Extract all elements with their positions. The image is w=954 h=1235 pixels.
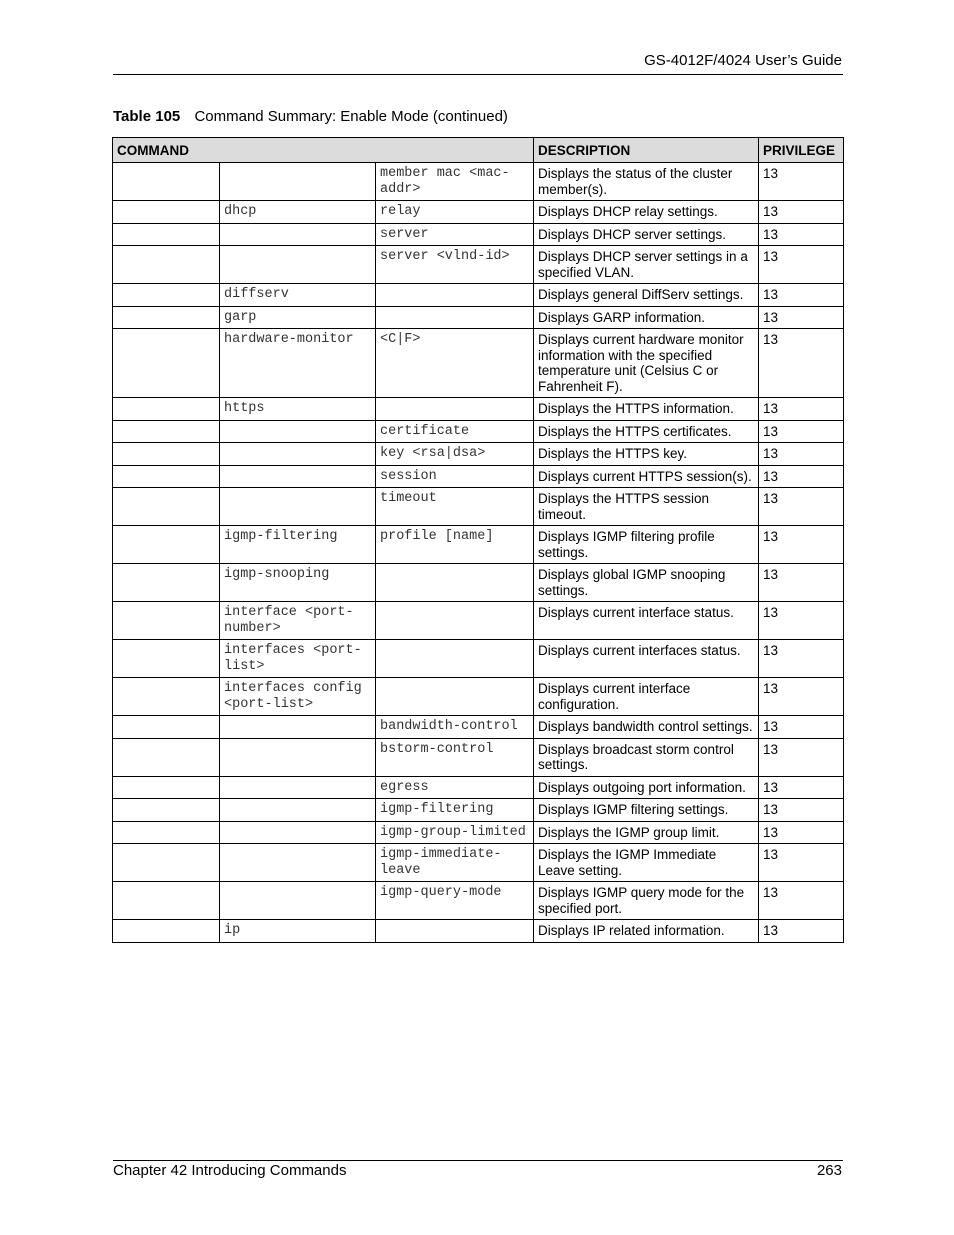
privilege-cell: 13 <box>759 738 844 776</box>
command-level3-cell: bstorm-control <box>376 738 534 776</box>
description-cell: Displays current hardware monitor information with the specified temperature unit (Celsius C or Fahrenheit F). <box>534 329 759 398</box>
command-level3-cell: member mac <mac-addr> <box>376 163 534 201</box>
table-body <box>113 163 844 943</box>
command-level1-cell <box>113 223 220 246</box>
table-row <box>113 329 844 398</box>
command-level2-cell <box>220 443 376 466</box>
description-cell: Displays IGMP filtering profile settings. <box>534 526 759 564</box>
table-row <box>113 564 844 602</box>
command-level1-cell <box>113 716 220 739</box>
command-level1-cell <box>113 564 220 602</box>
description-cell: Displays the HTTPS key. <box>534 443 759 466</box>
command-level2-cell <box>220 163 376 201</box>
description-cell: Displays the HTTPS information. <box>534 398 759 421</box>
table-row <box>113 163 844 201</box>
command-level2-cell: https <box>220 398 376 421</box>
table-row <box>113 306 844 329</box>
command-level3-cell: <C|F> <box>376 329 534 398</box>
privilege-cell: 13 <box>759 284 844 307</box>
table-row <box>113 716 844 739</box>
command-level2-cell: igmp-snooping <box>220 564 376 602</box>
table-row <box>113 776 844 799</box>
command-level3-cell <box>376 306 534 329</box>
table-caption <box>113 108 508 125</box>
command-level1-cell <box>113 844 220 882</box>
description-cell: Displays IP related information. <box>534 920 759 943</box>
description-cell: Displays the HTTPS certificates. <box>534 420 759 443</box>
command-level2-cell <box>220 776 376 799</box>
command-level2-cell <box>220 420 376 443</box>
command-level2-cell <box>220 223 376 246</box>
command-level2-cell: interfaces <port-list> <box>220 640 376 678</box>
command-level3-cell <box>376 920 534 943</box>
privilege-cell: 13 <box>759 246 844 284</box>
command-level2-cell: dhcp <box>220 201 376 224</box>
privilege-cell: 13 <box>759 223 844 246</box>
column-header-description: DESCRIPTION <box>534 138 759 163</box>
description-cell: Displays the IGMP Immediate Leave setting. <box>534 844 759 882</box>
command-level2-cell: diffserv <box>220 284 376 307</box>
command-level1-cell <box>113 163 220 201</box>
description-cell: Displays the status of the cluster member(s). <box>534 163 759 201</box>
command-level1-cell <box>113 821 220 844</box>
command-level3-cell: bandwidth-control <box>376 716 534 739</box>
command-level1-cell <box>113 284 220 307</box>
description-cell: Displays DHCP server settings. <box>534 223 759 246</box>
command-level1-cell <box>113 465 220 488</box>
command-level1-cell <box>113 443 220 466</box>
description-cell: Displays IGMP filtering settings. <box>534 799 759 822</box>
command-level2-cell <box>220 246 376 284</box>
table-row <box>113 488 844 526</box>
privilege-cell: 13 <box>759 163 844 201</box>
command-level3-cell <box>376 284 534 307</box>
privilege-cell: 13 <box>759 716 844 739</box>
command-level1-cell <box>113 640 220 678</box>
chapter-title: Chapter 42 Introducing Commands <box>113 1162 347 1179</box>
description-cell: Displays outgoing port information. <box>534 776 759 799</box>
privilege-cell: 13 <box>759 443 844 466</box>
column-header-privilege: PRIVILEGE <box>759 138 844 163</box>
command-level2-cell: hardware-monitor <box>220 329 376 398</box>
privilege-cell: 13 <box>759 526 844 564</box>
command-level1-cell <box>113 920 220 943</box>
command-level2-cell <box>220 738 376 776</box>
table-row <box>113 844 844 882</box>
privilege-cell: 13 <box>759 329 844 398</box>
command-level1-cell <box>113 678 220 716</box>
table-row <box>113 420 844 443</box>
privilege-cell: 13 <box>759 465 844 488</box>
table-row <box>113 821 844 844</box>
command-level2-cell: interface <port-number> <box>220 602 376 640</box>
privilege-cell: 13 <box>759 799 844 822</box>
table-row <box>113 223 844 246</box>
command-level2-cell <box>220 844 376 882</box>
privilege-cell: 13 <box>759 398 844 421</box>
table-number: Table 105 <box>113 108 181 125</box>
command-level3-cell <box>376 602 534 640</box>
command-level2-cell: interfaces config <port-list> <box>220 678 376 716</box>
command-level1-cell <box>113 776 220 799</box>
command-level3-cell: igmp-group-limited <box>376 821 534 844</box>
description-cell: Displays current interface configuration. <box>534 678 759 716</box>
description-cell: Displays GARP information. <box>534 306 759 329</box>
table-row <box>113 526 844 564</box>
table-row <box>113 246 844 284</box>
command-level1-cell <box>113 602 220 640</box>
table-row <box>113 602 844 640</box>
command-level3-cell <box>376 640 534 678</box>
command-level2-cell <box>220 716 376 739</box>
description-cell: Displays current interface status. <box>534 602 759 640</box>
command-level2-cell: ip <box>220 920 376 943</box>
command-level3-cell: profile [name] <box>376 526 534 564</box>
description-cell: Displays DHCP relay settings. <box>534 201 759 224</box>
privilege-cell: 13 <box>759 420 844 443</box>
command-level1-cell <box>113 882 220 920</box>
privilege-cell: 13 <box>759 678 844 716</box>
table-row <box>113 201 844 224</box>
command-level3-cell: certificate <box>376 420 534 443</box>
description-cell: Displays global IGMP snooping settings. <box>534 564 759 602</box>
command-level1-cell <box>113 420 220 443</box>
command-level1-cell <box>113 799 220 822</box>
page-number: 263 <box>816 1162 842 1179</box>
table-row <box>113 465 844 488</box>
table-row <box>113 799 844 822</box>
privilege-cell: 13 <box>759 640 844 678</box>
command-level3-cell: server <box>376 223 534 246</box>
command-level1-cell <box>113 488 220 526</box>
header-divider <box>113 74 843 75</box>
guide-title: GS-4012F/4024 User’s Guide <box>644 52 842 69</box>
privilege-cell: 13 <box>759 488 844 526</box>
command-level1-cell <box>113 526 220 564</box>
command-level3-cell: timeout <box>376 488 534 526</box>
command-level2-cell <box>220 882 376 920</box>
command-level1-cell <box>113 398 220 421</box>
description-cell: Displays broadcast storm control settings. <box>534 738 759 776</box>
command-summary-table <box>112 137 844 943</box>
command-level3-cell: server <vlnd-id> <box>376 246 534 284</box>
table-row <box>113 882 844 920</box>
privilege-cell: 13 <box>759 882 844 920</box>
command-level3-cell: igmp-filtering <box>376 799 534 822</box>
command-level2-cell <box>220 821 376 844</box>
table-row <box>113 678 844 716</box>
command-level1-cell <box>113 738 220 776</box>
command-level3-cell <box>376 564 534 602</box>
command-level2-cell <box>220 488 376 526</box>
table-row <box>113 920 844 943</box>
command-level1-cell <box>113 246 220 284</box>
description-cell: Displays general DiffServ settings. <box>534 284 759 307</box>
privilege-cell: 13 <box>759 920 844 943</box>
description-cell: Displays the HTTPS session timeout. <box>534 488 759 526</box>
command-level3-cell: relay <box>376 201 534 224</box>
command-level2-cell: garp <box>220 306 376 329</box>
table-row <box>113 640 844 678</box>
command-level2-cell <box>220 465 376 488</box>
table-row <box>113 398 844 421</box>
privilege-cell: 13 <box>759 844 844 882</box>
footer-divider <box>113 1160 843 1161</box>
command-level3-cell <box>376 678 534 716</box>
table-header-row <box>113 138 844 163</box>
description-cell: Displays current interfaces status. <box>534 640 759 678</box>
description-cell: Displays DHCP server settings in a specified VLAN. <box>534 246 759 284</box>
command-level1-cell <box>113 306 220 329</box>
column-header-command: COMMAND <box>113 138 534 163</box>
command-level1-cell <box>113 329 220 398</box>
description-cell: Displays bandwidth control settings. <box>534 716 759 739</box>
privilege-cell: 13 <box>759 602 844 640</box>
command-level3-cell: igmp-query-mode <box>376 882 534 920</box>
command-level3-cell: session <box>376 465 534 488</box>
table-row <box>113 284 844 307</box>
description-cell: Displays current HTTPS session(s). <box>534 465 759 488</box>
command-level3-cell: egress <box>376 776 534 799</box>
description-cell: Displays the IGMP group limit. <box>534 821 759 844</box>
command-level2-cell: igmp-filtering <box>220 526 376 564</box>
command-level2-cell <box>220 799 376 822</box>
command-level3-cell <box>376 398 534 421</box>
table-row <box>113 443 844 466</box>
privilege-cell: 13 <box>759 776 844 799</box>
table-row <box>113 738 844 776</box>
command-level3-cell: igmp-immediate-leave <box>376 844 534 882</box>
privilege-cell: 13 <box>759 821 844 844</box>
privilege-cell: 13 <box>759 201 844 224</box>
privilege-cell: 13 <box>759 306 844 329</box>
privilege-cell: 13 <box>759 564 844 602</box>
command-level3-cell: key <rsa|dsa> <box>376 443 534 466</box>
description-cell: Displays IGMP query mode for the specified port. <box>534 882 759 920</box>
command-level1-cell <box>113 201 220 224</box>
table-title: Command Summary: Enable Mode (continued) <box>194 108 508 125</box>
